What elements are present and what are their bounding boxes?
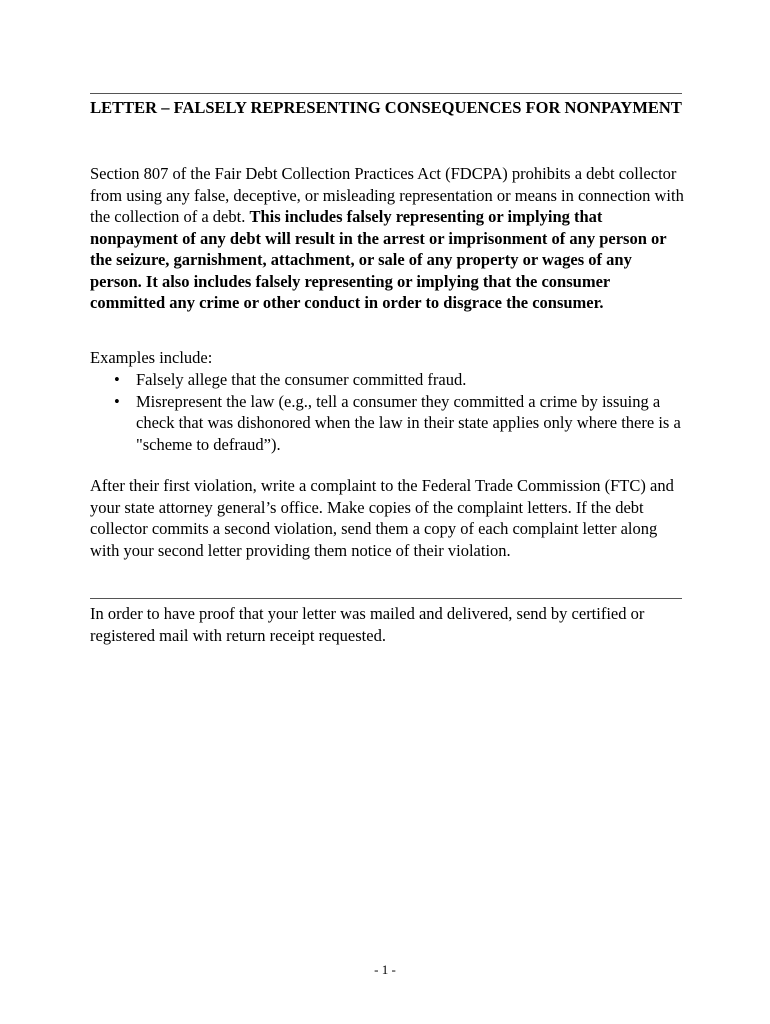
bullet-icon: • [114,370,120,389]
bullet-icon: • [114,391,120,411]
list-item-text: Misrepresent the law (e.g., tell a consumer they committed a crime by issuing a check that was dishonored when the law in their state applies only where there is a "scheme to defraud”). [136,391,681,454]
examples-heading: Examples include: [90,348,213,367]
complaint-paragraph: After their first violation, write a complaint to the Federal Trade Commission (FTC) and your state attorney general’s office. Make copies of the complaint letters. If the debt collector commits a second violation, send them a copy of each complaint letter along with your second letter providing them notice of their violation. [90,476,674,560]
list-item [90,369,685,391]
page-title: LETTER – FALSELY REPRESENTING CONSEQUENCES FOR NONPAYMENT [90,98,682,117]
examples-list [90,369,685,455]
list-item-text: Falsely allege that the consumer committed fraud. [136,370,467,389]
list-item [90,391,685,456]
intro-bold-text: This includes falsely representing or implying that nonpayment of any debt will result in the arrest or imprisonment of any person or the seizure, garnishment, attachment, or sale of any property or wages of any person. It also includes falsely representing or implying that the consumer committed any crime or other conduct in order to disgrace the consumer. [90,207,667,312]
top-divider [90,93,682,94]
intro-text: Section 807 of the Fair Debt Collection Practices Act (FDCPA) prohibits a debt collector from using any false, deceptive, or misleading representation or means in connection with the collection of a debt. [90,164,684,226]
page-number: - 1 - [374,962,396,977]
section-divider [90,598,682,599]
mailing-paragraph: In order to have proof that your letter was mailed and delivered, send by certified or registered mail with return receipt requested. [90,604,645,645]
intro-paragraph [90,163,685,314]
